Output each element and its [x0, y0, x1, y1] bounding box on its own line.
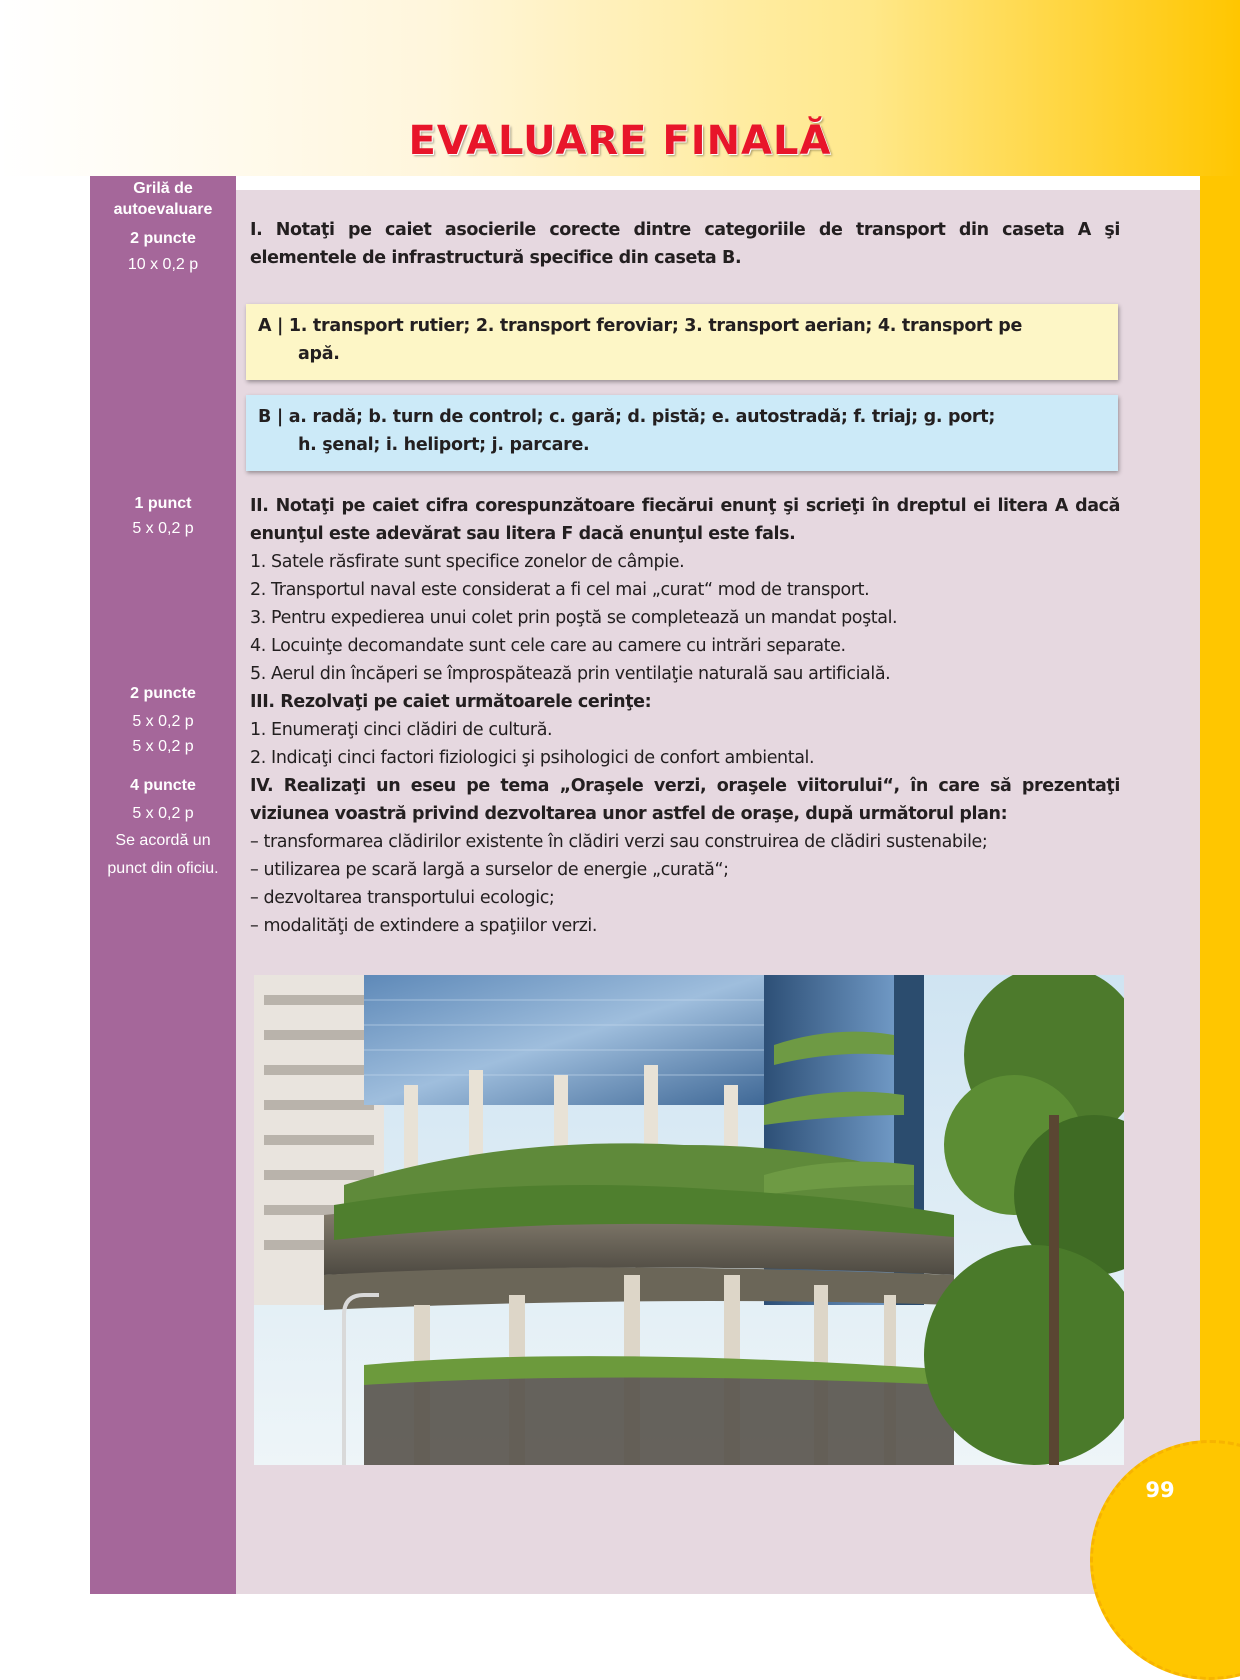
- section2-item: 4. Locuinţe decomandate sunt cele care au camere cu intrări separate.: [250, 636, 846, 656]
- section4-instruction-line2: viziunea voastră privind dezvoltarea unor astfel de oraşe, după următorul plan:: [250, 804, 1008, 824]
- section2-points: 1 punct: [134, 495, 192, 512]
- section1-detail: 10 x 0,2 p: [127, 256, 199, 273]
- section1-instruction-line1: I. Notaţi pe caiet asocierile corecte dintre categoriile de transport din caseta A şi: [250, 220, 1120, 240]
- grid-title-line2: autoevaluare: [113, 201, 213, 218]
- section2-item: 1. Satele răsfirate sunt specifice zonelor de câmpie.: [250, 552, 685, 572]
- green-building-illustration: [254, 975, 1124, 1465]
- section4-instruction-line1: IV. Realizaţi un eseu pe tema „Oraşele verzi, oraşele viitorului“, în care să prezentaţi: [250, 776, 1120, 796]
- box-b-line1: B | a. radă; b. turn de control; c. gară; d. pistă; e. autostradă; f. triaj; g. port;: [258, 407, 996, 427]
- office-point-line1: Se acordă un: [115, 832, 211, 849]
- section2-instruction-line1: II. Notaţi pe caiet cifra corespunzătoare fiecărui enunţ şi scrieţi în dreptul ei litera A dacă: [250, 496, 1120, 516]
- box-a-line1: A | 1. transport rutier; 2. transport feroviar; 3. transport aerian; 4. transport pe: [258, 316, 1023, 336]
- page-number: 99: [1145, 1478, 1175, 1502]
- section3-points: 2 puncte: [130, 685, 196, 702]
- grading-sidebar: [90, 176, 236, 1594]
- section3-item: 1. Enumeraţi cinci clădiri de cultură.: [250, 720, 553, 740]
- section4-detail: 5 x 0,2 p: [132, 805, 194, 822]
- section4-item: – utilizarea pe scară largă a surselor de energie „curată“;: [250, 860, 729, 880]
- section3-detail-1: 5 x 0,2 p: [132, 713, 194, 730]
- section3-item: 2. Indicaţi cinci factori fiziologici şi psihologici de confort ambiental.: [250, 748, 815, 768]
- page-title: EVALUARE FINALĂ: [408, 118, 832, 164]
- box-a: [246, 304, 1118, 380]
- box-b: [246, 395, 1118, 471]
- section1-points: 2 puncte: [130, 230, 196, 247]
- green-building-photo: [254, 975, 1124, 1465]
- section4-item: – modalităţi de extindere a spaţiilor verzi.: [250, 916, 598, 936]
- section4-item: – transformarea clădirilor existente în clădiri verzi sau construirea de clădiri sustenabile;: [250, 832, 988, 852]
- section2-item: 2. Transportul naval este considerat a fi cel mai „curat“ mod de transport.: [250, 580, 870, 600]
- section4-item: – dezvoltarea transportului ecologic;: [250, 888, 555, 908]
- box-b-line2: h. şenal; i. heliport; j. parcare.: [298, 435, 590, 455]
- office-point-line2: punct din oficiu.: [107, 860, 219, 877]
- section2-instruction-line2: enunţul este adevărat sau litera F dacă enunţul este fals.: [250, 524, 796, 544]
- box-a-line2: apă.: [298, 344, 340, 364]
- section2-item: 3. Pentru expedierea unui colet prin poştă se completează un mandat poştal.: [250, 608, 898, 628]
- section1-instruction-line2: elementele de infrastructură specifice din caseta B.: [250, 248, 742, 268]
- grid-title-line1: Grilă de: [133, 180, 193, 197]
- section2-detail: 5 x 0,2 p: [132, 520, 194, 537]
- section3-detail-2: 5 x 0,2 p: [132, 738, 194, 755]
- section3-title: III. Rezolvaţi pe caiet următoarele cerinţe:: [250, 692, 652, 712]
- section4-points: 4 puncte: [130, 777, 196, 794]
- right-gold-strip: [1200, 176, 1240, 1594]
- section2-item: 5. Aerul din încăperi se împrospătează prin ventilaţie naturală sau artificială.: [250, 664, 891, 684]
